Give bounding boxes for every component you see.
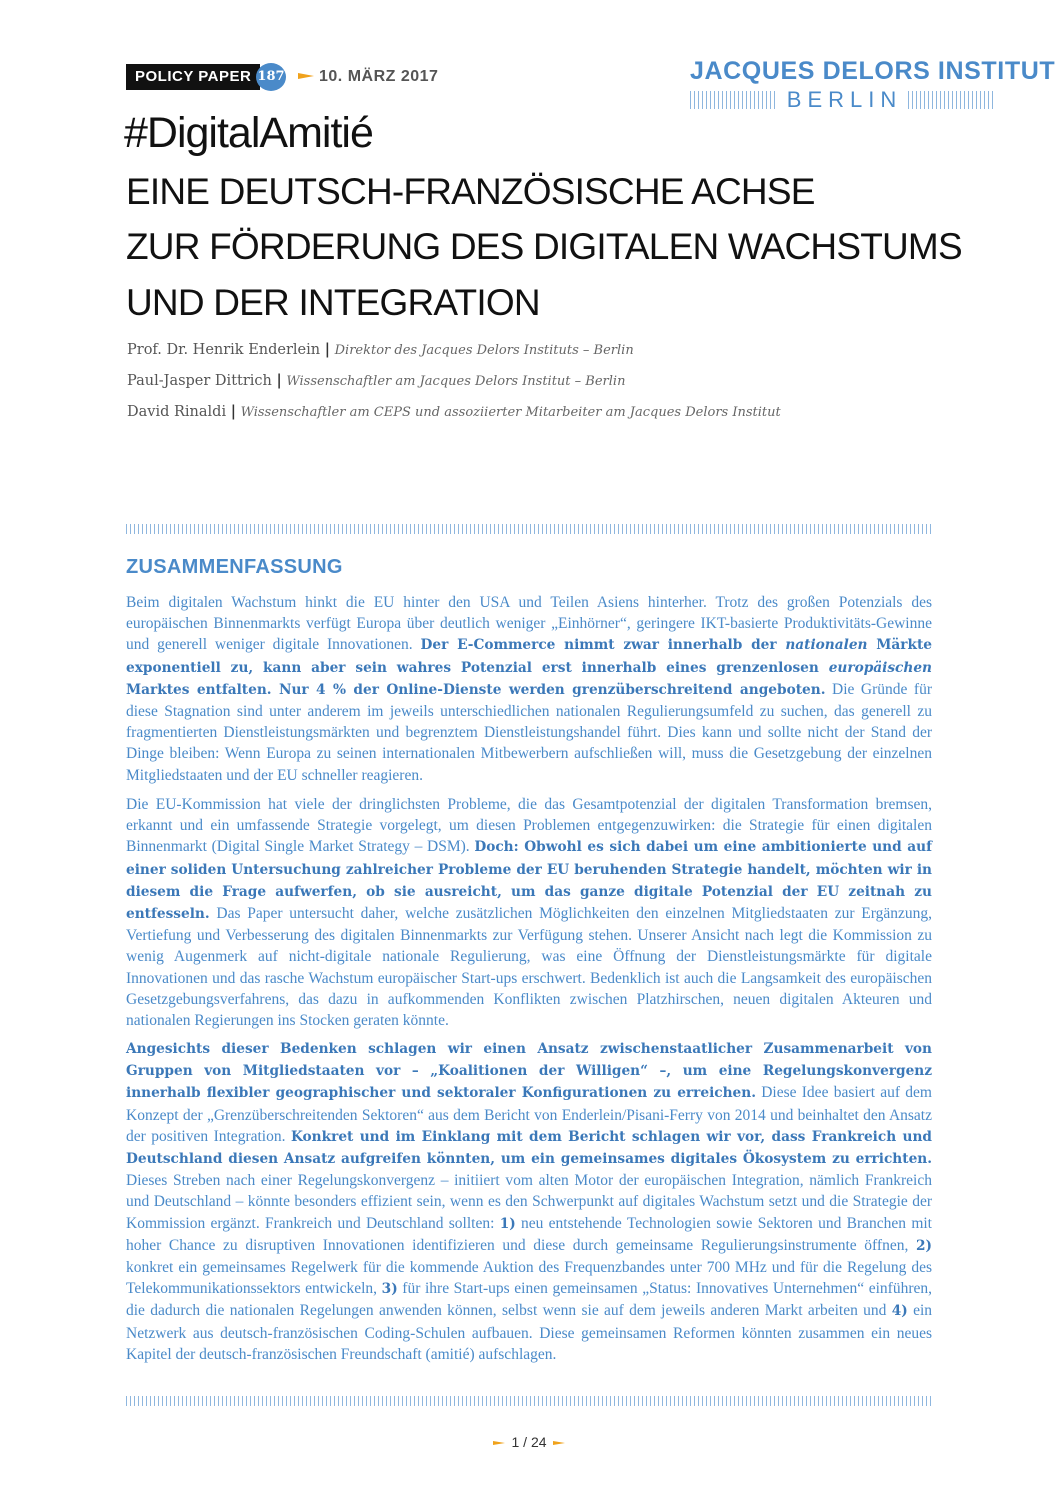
logo-city: BERLIN xyxy=(786,87,903,112)
arrow-right-icon xyxy=(298,71,314,81)
logo-ticks-left xyxy=(690,91,777,109)
author-role: Direktor des Jacques Delors Instituts – Berlin xyxy=(334,343,634,358)
text-run: Die EU-Kommission hat viele der dringlichsten Probleme, die das Gesamtpotenzial der digitalen Transformation bremsen, erkannt und ein umfassende Strategie vorgelegt, um diesen Problemen entgegenzuwirken: die Strategie für einen digitalen Binnenmarkt (Digital Single Market Strategy – DSM). xyxy=(126,796,932,856)
author-line xyxy=(127,402,781,423)
subtitle-line-2: ZUR FÖRDERUNG DES DIGITALEN WACHSTUMS xyxy=(126,226,962,267)
text-run: Beim digitalen Wachstum hinkt die EU hinter den USA und Teilen Asiens hinterher. Trotz des großen Potenzials des europäischen Binnenmarkts verfügt Europa über deutlich weniger „Einhörner“, geringere IKT-basierte Produktivitäts-Gewinne und generell weniger digitale Innovationen. xyxy=(126,594,932,654)
bold-italic-run: europäischen xyxy=(828,659,932,676)
arrow-right-icon xyxy=(553,1440,565,1446)
bold-run: 1) xyxy=(499,1215,516,1232)
logo-subline xyxy=(690,88,995,112)
text-run: neu entstehende Technologien sowie Sektoren und Branchen mit hoher Chance zu disruptiven Innovationen identifizieren und diese durch gemeinsame Regulierungsinstrumente öffnen, xyxy=(126,1214,932,1254)
section-divider xyxy=(126,524,932,534)
bold-run: Marktes entfalten. Nur 4 % der Online-Dienste werden grenzüberschreitend angeboten. xyxy=(126,681,826,698)
author-name: Prof. Dr. Henrik Enderlein xyxy=(127,342,321,358)
footer-divider xyxy=(126,1396,932,1406)
paper-number-badge: 187 xyxy=(256,63,286,91)
author-separator: | xyxy=(324,341,330,358)
author-name: David Rinaldi xyxy=(127,404,227,420)
publication-date: 10. MÄRZ 2017 xyxy=(319,68,439,85)
text-run: Dieses Streben nach einer Regelungskonvergenz – initiiert vom alten Motor der europäischen Integration, nämlich Frankreich und Deutschland – könnte besonders effizient sein, wenn es den Schwerpunkt auf digitales Wachstum setzt und die Strategie der Kommission ergänzt. Frankreich und Deutschland sollten: xyxy=(126,1172,932,1232)
bold-run: 2) xyxy=(916,1237,932,1254)
bold-run: 4) xyxy=(891,1303,908,1320)
document-type-label: POLICY PAPER xyxy=(126,64,260,90)
author-line xyxy=(127,340,634,361)
author-role: Wissenschaftler am Jacques Delors Institut – Berlin xyxy=(286,374,626,389)
bold-run: Märkte exponentiell zu, kann aber sein wahres Potenzial erst innerhalb eines grenzenlosen xyxy=(126,637,932,676)
subtitle-line-3: UND DER INTEGRATION xyxy=(126,282,540,323)
bold-italic-run: nationalen xyxy=(785,637,868,654)
logo-name: JACQUES DELORS INSTITUT xyxy=(690,57,1056,85)
subtitle-line-1: EINE DEUTSCH-FRANZÖSISCHE ACHSE xyxy=(126,171,815,212)
text-run: für ihre Start-ups einen gemeinsamen „Status: Innovatives Unternehmen“ einführen, die dadurch die nationalen Regelungen anwenden können, selbst wenn sie auf dem jeweils anderen Markt arbeiten und xyxy=(126,1280,933,1320)
institute-logo xyxy=(690,56,1056,112)
page-number: 1 / 24 xyxy=(511,1434,547,1450)
text-run: Diese Idee basiert auf dem Konzept der „Grenzüberschreitenden Sektoren“ aus dem Bericht von Enderlein/Pisani-Ferry von 2014 und beinhaltet den Ansatz der positiven Integration. xyxy=(126,1084,932,1145)
text-run: Das Paper untersucht daher, welche zusätzlichen Möglichkeiten den einzelnen Mitgliedstaaten zur Ergänzung, Vertiefung und Verbesserung des digitalen Binnenmarkts zur Verfügung stehen. Unserer Ansicht nach legt die Kommission zu wenig Augenmerk auf nicht-digitale nationale Regulierung, was eine Öffnung der Dienstleistungsmärkte für digitale Innovationen und das rasche Wachstum europäischer Start-ups erschwert. Bedenklich ist auch die Langsamkeit des europäischen Gesetzgebungsverfahrens, das dazu in aufkommenden Konflikten zwischen Platzhirschen, neuen digitalen Akteuren und nationalen Regierungen ins Stocken geraten könnte. xyxy=(126,905,932,1030)
bold-run: 3) xyxy=(381,1281,398,1298)
arrow-right-icon xyxy=(493,1440,505,1446)
summary-paragraph-3 xyxy=(126,1038,932,1365)
bold-run: Angesichts dieser Bedenken schlagen wir einen Ansatz zwischenstaatlicher Zusammenarbeit von Gruppen von Mitgliedstaaten vor – „Koalitionen der Willigen“ –, um eine Regelungskonvergenz innerhalb flexibler geographischer und sektoraler Konfigurationen zu erreichen. xyxy=(126,1041,932,1102)
logo-ticks-right xyxy=(908,91,995,109)
text-run: konkret ein gemeinsames Regelwerk für die kommende Auktion des Frequenzbandes unter 700 MHz und für die Regelung des Telekommunikationssektors entwickeln, xyxy=(126,1259,932,1298)
bold-run: Doch: Obwohl es sich dabei um eine ambitionierte und auf einer soliden Untersuchung zahlreicher Probleme der EU beruhenden Strategie handelt, möchten wir in diesem die Frage aufwerfen, ob sie ausreicht, um das ganze digitale Potenzial der EU zeitnah zu entfesseln. xyxy=(126,839,932,923)
author-line xyxy=(127,371,625,392)
summary-paragraph-1 xyxy=(126,592,932,786)
page-footer xyxy=(0,1432,1058,1452)
author-name: Paul-Jasper Dittrich xyxy=(127,373,272,389)
text-run: ein Netzwerk aus deutsch-französischen Coding-Schulen aufbauen. Diese gemeinsamen Reformen könnten zusammen ein neues Kapitel der deutsch-französischen Freundschaft (amitié) aufschlagen. xyxy=(126,1302,933,1363)
document-title: #DigitalAmitié xyxy=(124,109,373,157)
author-role: Wissenschaftler am CEPS und assoziierter Mitarbeiter am Jacques Delors Institut xyxy=(240,405,781,420)
summary-heading: ZUSAMMENFASSUNG xyxy=(126,556,343,578)
bold-run: Der E-Commerce nimmt zwar innerhalb der xyxy=(420,637,786,654)
author-separator: | xyxy=(230,403,236,420)
author-separator: | xyxy=(276,372,282,389)
summary-paragraph-2 xyxy=(126,794,932,1031)
bold-run: Konkret und im Einklang mit dem Bericht schlagen wir vor, dass Frankreich und Deutschland diesen Ansatz aufgreifen könnten, um ein gemeinsames digitales Ökosystem zu errichten. xyxy=(126,1128,932,1168)
text-run: Die Gründe für diese Stagnation sind unter anderem im jeweils unterschiedlichen nationalen Regulierungsumfeld zu suchen, das generell zu fragmentierten Dienstleistungsmärkten und begrenztem Dienstleistungshandel führt. Dies kann und sollte nicht der Stand der Dinge bleiben: Wenn Europa zu seinen internationalen Mitbewerbern aufschließen will, muss die Gesetzgebung der einzelnen Mitgliedstaaten und der EU schneller reagieren. xyxy=(126,680,932,784)
